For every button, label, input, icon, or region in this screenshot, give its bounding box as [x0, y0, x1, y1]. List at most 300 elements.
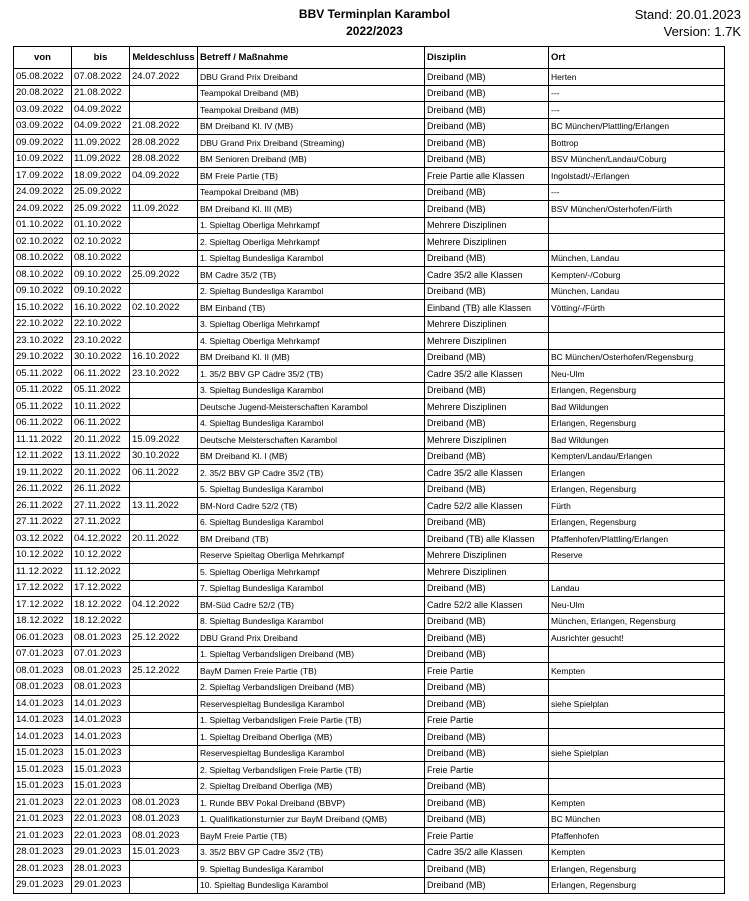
cell-von: 15.10.2022	[14, 300, 72, 317]
cell-ort: siehe Spielplan	[549, 696, 725, 713]
cell-von: 17.12.2022	[14, 580, 72, 597]
cell-von: 01.10.2022	[14, 217, 72, 234]
cell-bis: 26.11.2022	[72, 481, 130, 498]
cell-betreff: 3. Spieltag Oberliga Mehrkampf	[198, 316, 425, 333]
cell-meldeschluss	[130, 696, 198, 713]
cell-von: 06.11.2022	[14, 415, 72, 432]
table-row	[14, 135, 725, 152]
cell-betreff: Teampokal Dreiband (MB)	[198, 184, 425, 201]
table-row	[14, 828, 725, 845]
cell-meldeschluss: 28.08.2022	[130, 135, 198, 152]
cell-disziplin: Dreiband (MB)	[425, 778, 549, 795]
cell-betreff: 4. Spieltag Bundesliga Karambol	[198, 415, 425, 432]
cell-ort: München, Landau	[549, 283, 725, 300]
table-row	[14, 531, 725, 548]
cell-ort: Landau	[549, 580, 725, 597]
cell-bis: 17.12.2022	[72, 580, 130, 597]
cell-ort: Erlangen, Regensburg	[549, 415, 725, 432]
cell-betreff: DBU Grand Prix Dreiband (Streaming)	[198, 135, 425, 152]
cell-disziplin: Dreiband (MB)	[425, 630, 549, 647]
cell-von: 21.01.2023	[14, 795, 72, 812]
cell-bis: 14.01.2023	[72, 712, 130, 729]
cell-meldeschluss: 25.09.2022	[130, 267, 198, 284]
table-row	[14, 514, 725, 531]
cell-von: 21.01.2023	[14, 811, 72, 828]
table-row	[14, 630, 725, 647]
cell-von: 18.12.2022	[14, 613, 72, 630]
cell-meldeschluss: 15.09.2022	[130, 432, 198, 449]
title-line-1: BBV Terminplan Karambol	[298, 7, 451, 21]
table-row	[14, 580, 725, 597]
table-row	[14, 877, 725, 894]
cell-meldeschluss	[130, 861, 198, 878]
cell-von: 21.01.2023	[14, 828, 72, 845]
cell-von: 27.11.2022	[14, 514, 72, 531]
cell-meldeschluss	[130, 679, 198, 696]
cell-disziplin: Dreiband (MB)	[425, 69, 549, 86]
cell-meldeschluss	[130, 234, 198, 251]
schedule-table-body	[14, 69, 725, 894]
cell-von: 08.10.2022	[14, 250, 72, 267]
cell-ort: Neu-Ulm	[549, 597, 725, 614]
cell-ort: BSV München/Osterhofen/Fürth	[549, 201, 725, 218]
cell-disziplin: Freie Partie	[425, 828, 549, 845]
table-row	[14, 861, 725, 878]
cell-betreff: Teampokal Dreiband (MB)	[198, 85, 425, 102]
cell-bis: 13.11.2022	[72, 448, 130, 465]
cell-ort	[549, 729, 725, 746]
cell-disziplin: Freie Partie	[425, 663, 549, 680]
cell-meldeschluss: 04.09.2022	[130, 168, 198, 185]
cell-bis: 04.09.2022	[72, 102, 130, 119]
cell-meldeschluss: 02.10.2022	[130, 300, 198, 317]
cell-meldeschluss	[130, 250, 198, 267]
version-label: Version: 1.7K	[663, 24, 741, 39]
cell-betreff: DBU Grand Prix Dreiband	[198, 630, 425, 647]
cell-betreff: 9. Spieltag Bundesliga Karambol	[198, 861, 425, 878]
cell-von: 09.09.2022	[14, 135, 72, 152]
cell-disziplin: Dreiband (MB)	[425, 135, 549, 152]
table-row	[14, 613, 725, 630]
cell-bis: 14.01.2023	[72, 696, 130, 713]
cell-von: 05.11.2022	[14, 399, 72, 416]
cell-disziplin: Dreiband (TB) alle Klassen	[425, 531, 549, 548]
table-row	[14, 712, 725, 729]
cell-von: 14.01.2023	[14, 729, 72, 746]
cell-disziplin: Dreiband (MB)	[425, 745, 549, 762]
cell-meldeschluss: 15.01.2023	[130, 844, 198, 861]
cell-betreff: BM Senioren Dreiband (MB)	[198, 151, 425, 168]
cell-bis: 21.08.2022	[72, 85, 130, 102]
cell-bis: 22.10.2022	[72, 316, 130, 333]
cell-disziplin: Dreiband (MB)	[425, 580, 549, 597]
cell-betreff: Teampokal Dreiband (MB)	[198, 102, 425, 119]
cell-betreff: Reserve Spieltag Oberliga Mehrkampf	[198, 547, 425, 564]
cell-ort: Kempten	[549, 795, 725, 812]
cell-betreff: BM-Süd Cadre 52/2 (TB)	[198, 597, 425, 614]
cell-ort	[549, 712, 725, 729]
cell-bis: 08.01.2023	[72, 630, 130, 647]
cell-bis: 20.11.2022	[72, 465, 130, 482]
cell-bis: 15.01.2023	[72, 762, 130, 779]
cell-meldeschluss	[130, 514, 198, 531]
cell-disziplin: Dreiband (MB)	[425, 448, 549, 465]
cell-disziplin: Mehrere Disziplinen	[425, 432, 549, 449]
cell-meldeschluss	[130, 283, 198, 300]
table-row	[14, 811, 725, 828]
cell-disziplin: Dreiband (MB)	[425, 415, 549, 432]
cell-bis: 23.10.2022	[72, 333, 130, 350]
table-row	[14, 250, 725, 267]
cell-disziplin: Cadre 35/2 alle Klassen	[425, 844, 549, 861]
cell-disziplin: Dreiband (MB)	[425, 729, 549, 746]
cell-von: 29.01.2023	[14, 877, 72, 894]
cell-ort: Bad Wildungen	[549, 432, 725, 449]
table-row	[14, 432, 725, 449]
column-header-betreff: Betreff / Maßnahme	[198, 47, 425, 69]
table-row	[14, 415, 725, 432]
cell-bis: 18.12.2022	[72, 597, 130, 614]
cell-ort: ---	[549, 184, 725, 201]
cell-von: 26.11.2022	[14, 498, 72, 515]
cell-betreff: BM-Nord Cadre 52/2 (TB)	[198, 498, 425, 515]
cell-bis: 22.01.2023	[72, 811, 130, 828]
cell-meldeschluss	[130, 102, 198, 119]
cell-betreff: DBU Grand Prix Dreiband	[198, 69, 425, 86]
schedule-table	[13, 46, 725, 894]
cell-betreff: 4. Spieltag Oberliga Mehrkampf	[198, 333, 425, 350]
cell-bis: 10.12.2022	[72, 547, 130, 564]
cell-ort: siehe Spielplan	[549, 745, 725, 762]
table-row	[14, 184, 725, 201]
cell-meldeschluss: 25.12.2022	[130, 663, 198, 680]
cell-ort: Kempten/Landau/Erlangen	[549, 448, 725, 465]
column-header-ort: Ort	[549, 47, 725, 69]
cell-von: 29.10.2022	[14, 349, 72, 366]
cell-betreff: BayM Damen Freie Partie (TB)	[198, 663, 425, 680]
cell-disziplin: Freie Partie	[425, 712, 549, 729]
cell-ort: Erlangen, Regensburg	[549, 382, 725, 399]
cell-bis: 11.09.2022	[72, 135, 130, 152]
cell-meldeschluss	[130, 85, 198, 102]
cell-meldeschluss	[130, 745, 198, 762]
cell-ort: Bad Wildungen	[549, 399, 725, 416]
cell-ort: Ingolstadt/-/Erlangen	[549, 168, 725, 185]
cell-ort: Erlangen, Regensburg	[549, 861, 725, 878]
cell-betreff: BM Dreiband Kl. I (MB)	[198, 448, 425, 465]
cell-bis: 08.01.2023	[72, 679, 130, 696]
cell-meldeschluss	[130, 729, 198, 746]
cell-ort: Erlangen, Regensburg	[549, 481, 725, 498]
table-row	[14, 795, 725, 812]
cell-disziplin: Dreiband (MB)	[425, 349, 549, 366]
cell-bis: 11.12.2022	[72, 564, 130, 581]
cell-bis: 29.01.2023	[72, 877, 130, 894]
cell-von: 28.01.2023	[14, 861, 72, 878]
cell-betreff: 1. Spieltag Dreiband Oberliga (MB)	[198, 729, 425, 746]
cell-bis: 06.11.2022	[72, 415, 130, 432]
cell-meldeschluss	[130, 184, 198, 201]
cell-bis: 18.09.2022	[72, 168, 130, 185]
table-row	[14, 201, 725, 218]
cell-ort: BC München/Plattling/Erlangen	[549, 118, 725, 135]
cell-betreff: 6. Spieltag Bundesliga Karambol	[198, 514, 425, 531]
cell-von: 26.11.2022	[14, 481, 72, 498]
cell-von: 15.01.2023	[14, 745, 72, 762]
cell-betreff: BM Einband (TB)	[198, 300, 425, 317]
table-row	[14, 283, 725, 300]
cell-betreff: BM Dreiband (TB)	[198, 531, 425, 548]
cell-bis: 18.12.2022	[72, 613, 130, 630]
cell-bis: 07.08.2022	[72, 69, 130, 86]
cell-betreff: 3. Spieltag Bundesliga Karambol	[198, 382, 425, 399]
cell-disziplin: Mehrere Disziplinen	[425, 564, 549, 581]
cell-meldeschluss: 30.10.2022	[130, 448, 198, 465]
cell-meldeschluss	[130, 217, 198, 234]
cell-disziplin: Dreiband (MB)	[425, 646, 549, 663]
cell-betreff: 2. Spieltag Verbandsligen Dreiband (MB)	[198, 679, 425, 696]
cell-betreff: 1. Spieltag Oberliga Mehrkampf	[198, 217, 425, 234]
column-header-meldeschluss: Meldeschluss	[130, 47, 198, 69]
cell-von: 05.11.2022	[14, 366, 72, 383]
cell-von: 03.12.2022	[14, 531, 72, 548]
cell-ort: ---	[549, 85, 725, 102]
title-line-2: 2022/2023	[346, 24, 403, 38]
cell-meldeschluss: 25.12.2022	[130, 630, 198, 647]
cell-ort: BSV München/Landau/Coburg	[549, 151, 725, 168]
cell-meldeschluss: 06.11.2022	[130, 465, 198, 482]
cell-betreff: 1. Spieltag Bundesliga Karambol	[198, 250, 425, 267]
cell-disziplin: Dreiband (MB)	[425, 151, 549, 168]
cell-disziplin: Dreiband (MB)	[425, 481, 549, 498]
cell-betreff: BM Dreiband Kl. IV (MB)	[198, 118, 425, 135]
cell-meldeschluss	[130, 646, 198, 663]
cell-meldeschluss: 04.12.2022	[130, 597, 198, 614]
table-row	[14, 316, 725, 333]
cell-von: 03.09.2022	[14, 102, 72, 119]
cell-ort	[549, 234, 725, 251]
cell-betreff: BM Cadre 35/2 (TB)	[198, 267, 425, 284]
cell-disziplin: Dreiband (MB)	[425, 696, 549, 713]
cell-betreff: 8. Spieltag Bundesliga Karambol	[198, 613, 425, 630]
cell-betreff: Deutsche Meisterschaften Karambol	[198, 432, 425, 449]
cell-betreff: 1. Qualifikationsturnier zur BayM Dreiband (QMB)	[198, 811, 425, 828]
table-row	[14, 646, 725, 663]
cell-bis: 06.11.2022	[72, 366, 130, 383]
cell-von: 05.08.2022	[14, 69, 72, 86]
cell-bis: 14.01.2023	[72, 729, 130, 746]
cell-bis: 01.10.2022	[72, 217, 130, 234]
cell-disziplin: Mehrere Disziplinen	[425, 217, 549, 234]
table-row	[14, 597, 725, 614]
cell-meldeschluss	[130, 333, 198, 350]
table-row	[14, 465, 725, 482]
cell-von: 15.01.2023	[14, 778, 72, 795]
column-header-bis: bis	[72, 47, 130, 69]
cell-betreff: 10. Spieltag Bundesliga Karambol	[198, 877, 425, 894]
cell-von: 14.01.2023	[14, 696, 72, 713]
cell-disziplin: Dreiband (MB)	[425, 861, 549, 878]
table-row	[14, 85, 725, 102]
cell-betreff: 2. Spieltag Verbandsligen Freie Partie (TB)	[198, 762, 425, 779]
cell-disziplin: Cadre 35/2 alle Klassen	[425, 465, 549, 482]
cell-betreff: 2. 35/2 BBV GP Cadre 35/2 (TB)	[198, 465, 425, 482]
cell-ort: Bottrop	[549, 135, 725, 152]
table-row	[14, 481, 725, 498]
cell-betreff: BM Dreiband Kl. II (MB)	[198, 349, 425, 366]
cell-bis: 22.01.2023	[72, 795, 130, 812]
table-row	[14, 745, 725, 762]
cell-ort: Erlangen, Regensburg	[549, 514, 725, 531]
cell-bis: 27.11.2022	[72, 498, 130, 515]
cell-von: 03.09.2022	[14, 118, 72, 135]
cell-meldeschluss	[130, 316, 198, 333]
column-header-disziplin: Disziplin	[425, 47, 549, 69]
cell-disziplin: Dreiband (MB)	[425, 795, 549, 812]
table-row	[14, 399, 725, 416]
cell-meldeschluss	[130, 580, 198, 597]
cell-meldeschluss: 16.10.2022	[130, 349, 198, 366]
cell-von: 17.12.2022	[14, 597, 72, 614]
cell-ort	[549, 679, 725, 696]
cell-disziplin: Cadre 52/2 alle Klassen	[425, 498, 549, 515]
cell-von: 20.08.2022	[14, 85, 72, 102]
cell-disziplin: Cadre 35/2 alle Klassen	[425, 267, 549, 284]
cell-ort: Herten	[549, 69, 725, 86]
cell-ort	[549, 333, 725, 350]
cell-von: 08.01.2023	[14, 679, 72, 696]
cell-von: 10.12.2022	[14, 547, 72, 564]
cell-von: 02.10.2022	[14, 234, 72, 251]
cell-von: 10.09.2022	[14, 151, 72, 168]
cell-von: 15.01.2023	[14, 762, 72, 779]
cell-bis: 28.01.2023	[72, 861, 130, 878]
cell-ort: Reserve	[549, 547, 725, 564]
cell-von: 24.09.2022	[14, 201, 72, 218]
cell-disziplin: Dreiband (MB)	[425, 250, 549, 267]
cell-meldeschluss	[130, 712, 198, 729]
cell-betreff: 3. 35/2 BBV GP Cadre 35/2 (TB)	[198, 844, 425, 861]
cell-meldeschluss	[130, 481, 198, 498]
cell-disziplin: Mehrere Disziplinen	[425, 333, 549, 350]
cell-bis: 25.09.2022	[72, 184, 130, 201]
table-row	[14, 366, 725, 383]
table-row	[14, 118, 725, 135]
cell-disziplin: Dreiband (MB)	[425, 679, 549, 696]
cell-bis: 20.11.2022	[72, 432, 130, 449]
cell-betreff: 1. Spieltag Verbandsligen Freie Partie (TB)	[198, 712, 425, 729]
table-row	[14, 778, 725, 795]
cell-disziplin: Mehrere Disziplinen	[425, 399, 549, 416]
cell-ort: Fürth	[549, 498, 725, 515]
cell-disziplin: Cadre 52/2 alle Klassen	[425, 597, 549, 614]
table-row	[14, 547, 725, 564]
table-row	[14, 729, 725, 746]
cell-ort	[549, 316, 725, 333]
cell-disziplin: Dreiband (MB)	[425, 877, 549, 894]
cell-betreff: 5. Spieltag Bundesliga Karambol	[198, 481, 425, 498]
cell-von: 14.01.2023	[14, 712, 72, 729]
cell-von: 24.09.2022	[14, 184, 72, 201]
cell-ort	[549, 778, 725, 795]
cell-disziplin: Mehrere Disziplinen	[425, 547, 549, 564]
table-row	[14, 349, 725, 366]
cell-von: 05.11.2022	[14, 382, 72, 399]
cell-von: 23.10.2022	[14, 333, 72, 350]
cell-ort: Kempten	[549, 844, 725, 861]
schedule-table-header	[14, 47, 725, 69]
cell-ort	[549, 646, 725, 663]
cell-disziplin: Cadre 35/2 alle Klassen	[425, 366, 549, 383]
cell-ort: München, Landau	[549, 250, 725, 267]
cell-disziplin: Dreiband (MB)	[425, 613, 549, 630]
cell-meldeschluss	[130, 613, 198, 630]
cell-meldeschluss: 13.11.2022	[130, 498, 198, 515]
cell-ort	[549, 564, 725, 581]
table-row	[14, 498, 725, 515]
table-row	[14, 300, 725, 317]
cell-ort: Pfaffenhofen	[549, 828, 725, 845]
cell-disziplin: Dreiband (MB)	[425, 514, 549, 531]
cell-betreff: BayM Freie Partie (TB)	[198, 828, 425, 845]
cell-disziplin: Einband (TB) alle Klassen	[425, 300, 549, 317]
table-row	[14, 69, 725, 86]
cell-disziplin: Freie Partie alle Klassen	[425, 168, 549, 185]
cell-ort: BC München/Osterhofen/Regensburg	[549, 349, 725, 366]
cell-betreff: Reservespieltag Bundesliga Karambol	[198, 745, 425, 762]
cell-disziplin: Dreiband (MB)	[425, 184, 549, 201]
column-header-von: von	[14, 47, 72, 69]
cell-bis: 08.10.2022	[72, 250, 130, 267]
cell-bis: 11.09.2022	[72, 151, 130, 168]
table-row	[14, 151, 725, 168]
cell-ort: Erlangen	[549, 465, 725, 482]
cell-disziplin: Dreiband (MB)	[425, 283, 549, 300]
cell-von: 09.10.2022	[14, 283, 72, 300]
cell-betreff: 2. Spieltag Bundesliga Karambol	[198, 283, 425, 300]
cell-betreff: Deutsche Jugend-Meisterschaften Karambol	[198, 399, 425, 416]
cell-betreff: 1. Runde BBV Pokal Dreiband (BBVP)	[198, 795, 425, 812]
cell-bis: 15.01.2023	[72, 745, 130, 762]
cell-meldeschluss: 08.01.2023	[130, 795, 198, 812]
cell-meldeschluss	[130, 382, 198, 399]
cell-von: 08.10.2022	[14, 267, 72, 284]
cell-bis: 09.10.2022	[72, 283, 130, 300]
stand-date: Stand: 20.01.2023	[634, 7, 741, 22]
cell-ort: Ausrichter gesucht!	[549, 630, 725, 647]
cell-ort: Erlangen, Regensburg	[549, 877, 725, 894]
cell-betreff: 7. Spieltag Bundesliga Karambol	[198, 580, 425, 597]
cell-bis: 15.01.2023	[72, 778, 130, 795]
cell-meldeschluss: 24.07.2022	[130, 69, 198, 86]
table-row	[14, 267, 725, 284]
table-row	[14, 696, 725, 713]
cell-meldeschluss: 23.10.2022	[130, 366, 198, 383]
cell-von: 17.09.2022	[14, 168, 72, 185]
cell-disziplin: Dreiband (MB)	[425, 382, 549, 399]
cell-bis: 25.09.2022	[72, 201, 130, 218]
cell-meldeschluss: 08.01.2023	[130, 811, 198, 828]
cell-ort: Pfaffenhofen/Plattling/Erlangen	[549, 531, 725, 548]
table-row	[14, 663, 725, 680]
cell-bis: 02.10.2022	[72, 234, 130, 251]
cell-betreff: 1. 35/2 BBV GP Cadre 35/2 (TB)	[198, 366, 425, 383]
cell-ort: Vötting/-/Fürth	[549, 300, 725, 317]
cell-meldeschluss	[130, 547, 198, 564]
table-row	[14, 333, 725, 350]
cell-von: 11.11.2022	[14, 432, 72, 449]
cell-meldeschluss: 11.09.2022	[130, 201, 198, 218]
